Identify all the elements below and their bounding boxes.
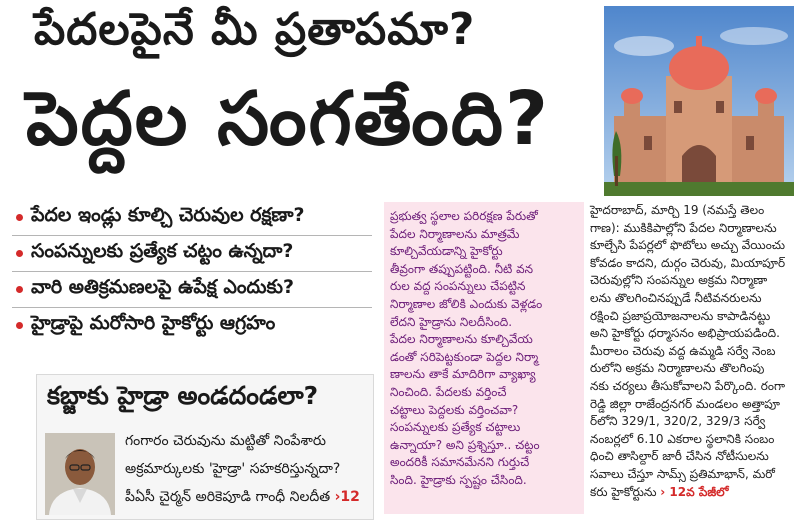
page-ref-arrow-icon: › bbox=[334, 489, 341, 505]
bullet-dot-icon bbox=[16, 322, 23, 329]
divider bbox=[12, 235, 372, 236]
related-story-box bbox=[36, 374, 374, 520]
bullet-dot-icon bbox=[16, 214, 23, 221]
highlight-column bbox=[384, 202, 584, 514]
page-ref: 12 bbox=[340, 489, 360, 505]
highlight-text: ప్రభుత్వ స్థలాల పరిరక్షణ పేరుతో పేదల నిర్మాణాలను మాత్రమే కూల్చివేయడాన్ని హైకోర్టు తీవ్రంగా తప్పుపట్టింది. నీటి వన రుల వద్ద సంపన్నులు చేపట్టిన నిర్మాణాల జోలికి ఎందుకు వెళ్లడం లేదని హైడ్రాను నిలదీసింది. పేదల నిర్మాణాలను కూల్చివేయ డంతో సరిపెట్టకుండా పెద్దల నిర్మా ణాలను తాకే మాదిరిగా వ్యాఖ్యా నించింది. పేదలకు వర్తించే చట్టాలు పెద్దలకు వర్తించవా? సంపన్నులకు ప్రత్యేక చట్టాలు ఉన్నాయా? అని ప్రశ్నిస్తూ.. చట్టం అందరికీ సమానమేనని గుర్తుచే సింది. హైడ్రాకు స్పష్టం చేసింది. bbox=[390, 209, 543, 487]
headline-line2: పెద్దల సంగతేంది? bbox=[26, 76, 550, 162]
bullet-text: హైడ్రాపై మరోసారి హైకోర్టు ఆగ్రహం bbox=[31, 312, 276, 334]
bullet-dot-icon bbox=[16, 250, 23, 257]
bullet-item bbox=[12, 202, 372, 233]
continued-page-ref: › 12వ పేజీలో bbox=[660, 484, 729, 499]
article-body bbox=[590, 202, 795, 501]
related-story-line: గంగారం చెరువును మట్టితో నింపేశారు bbox=[125, 433, 326, 449]
divider bbox=[12, 271, 372, 272]
related-story-line-last: పీఏసీ చైర్మన్ అరికెపూడి గాంధీ నిలదీత ›12 bbox=[125, 489, 360, 505]
bullet-dot-icon bbox=[16, 286, 23, 293]
bullet-list bbox=[12, 202, 372, 341]
headline-line1: పేదలపైనే మీ ప్రతాపమా? bbox=[34, 4, 476, 55]
divider bbox=[12, 307, 372, 308]
related-story-line: అక్రమార్కులకు 'హైడ్రా' సహకరిస్తున్నదా? bbox=[125, 461, 341, 477]
high-court-photo bbox=[604, 6, 794, 196]
bullet-item bbox=[12, 310, 372, 341]
bullet-text: వారి అతిక్రమణలపై ఉపేక్ష ఎందుకు? bbox=[31, 276, 295, 298]
avatar bbox=[45, 433, 115, 515]
bullet-text: పేదల ఇండ్లు కూల్చి చెరువుల రక్షణా? bbox=[31, 204, 305, 226]
bullet-item bbox=[12, 274, 372, 305]
article-text: హైదరాబాద్, మార్చి 19 (నమస్తే తెలం గాణ): ముకికిపాల్లోని పేదల నిర్మాణాలను కూల్చేసి పేపర్లలో ఫొటోలు అచ్చు వేయించు కోవడం కాదని, దుర్గం చెరువు, మియాపూర్ చెరువుల్లోని సంపన్నుల అక్రమ నిర్మాణా లను తొలగించినప్పుడే నీటివనరులను రక్షించి ప్రజాప్రయోజనాలను కాపాడినట్టు అని హైకోర్టు ధర్మాసనం అభిప్రాయపడింది. మీరాలం చెరువు వద్ద ఉమ్మడి సర్వే నెంబ రులోని అక్రమ నిర్మాణాలను తొలగింపు నకు చర్యలు తీసుకోవాలని పేర్కొంది. రంగా రెడ్డి జిల్లా రాజేంద్రనగర్ మండలం అత్తాపూ ర్‌లోని 329/1, 320/2, 329/3 సర్వే నంబర్లలో 6.10 ఎకరాల స్థలానికి సంబం ధించి తాసిల్దార్ జారీ చేసిన నోటీసులను సవాలు చేస్తూ సామ్స్ ప్రతిమాభాన్, మరో కరు హైకోర్టును bbox=[590, 203, 786, 499]
bullet-item bbox=[12, 238, 372, 269]
bullet-text: సంపన్నులకు ప్రత్యేక చట్టం ఉన్నదా? bbox=[31, 240, 294, 262]
related-story-lines bbox=[125, 427, 360, 511]
related-story-title: కబ్జాకు హైడ్రా అండదండలా? bbox=[47, 381, 319, 410]
